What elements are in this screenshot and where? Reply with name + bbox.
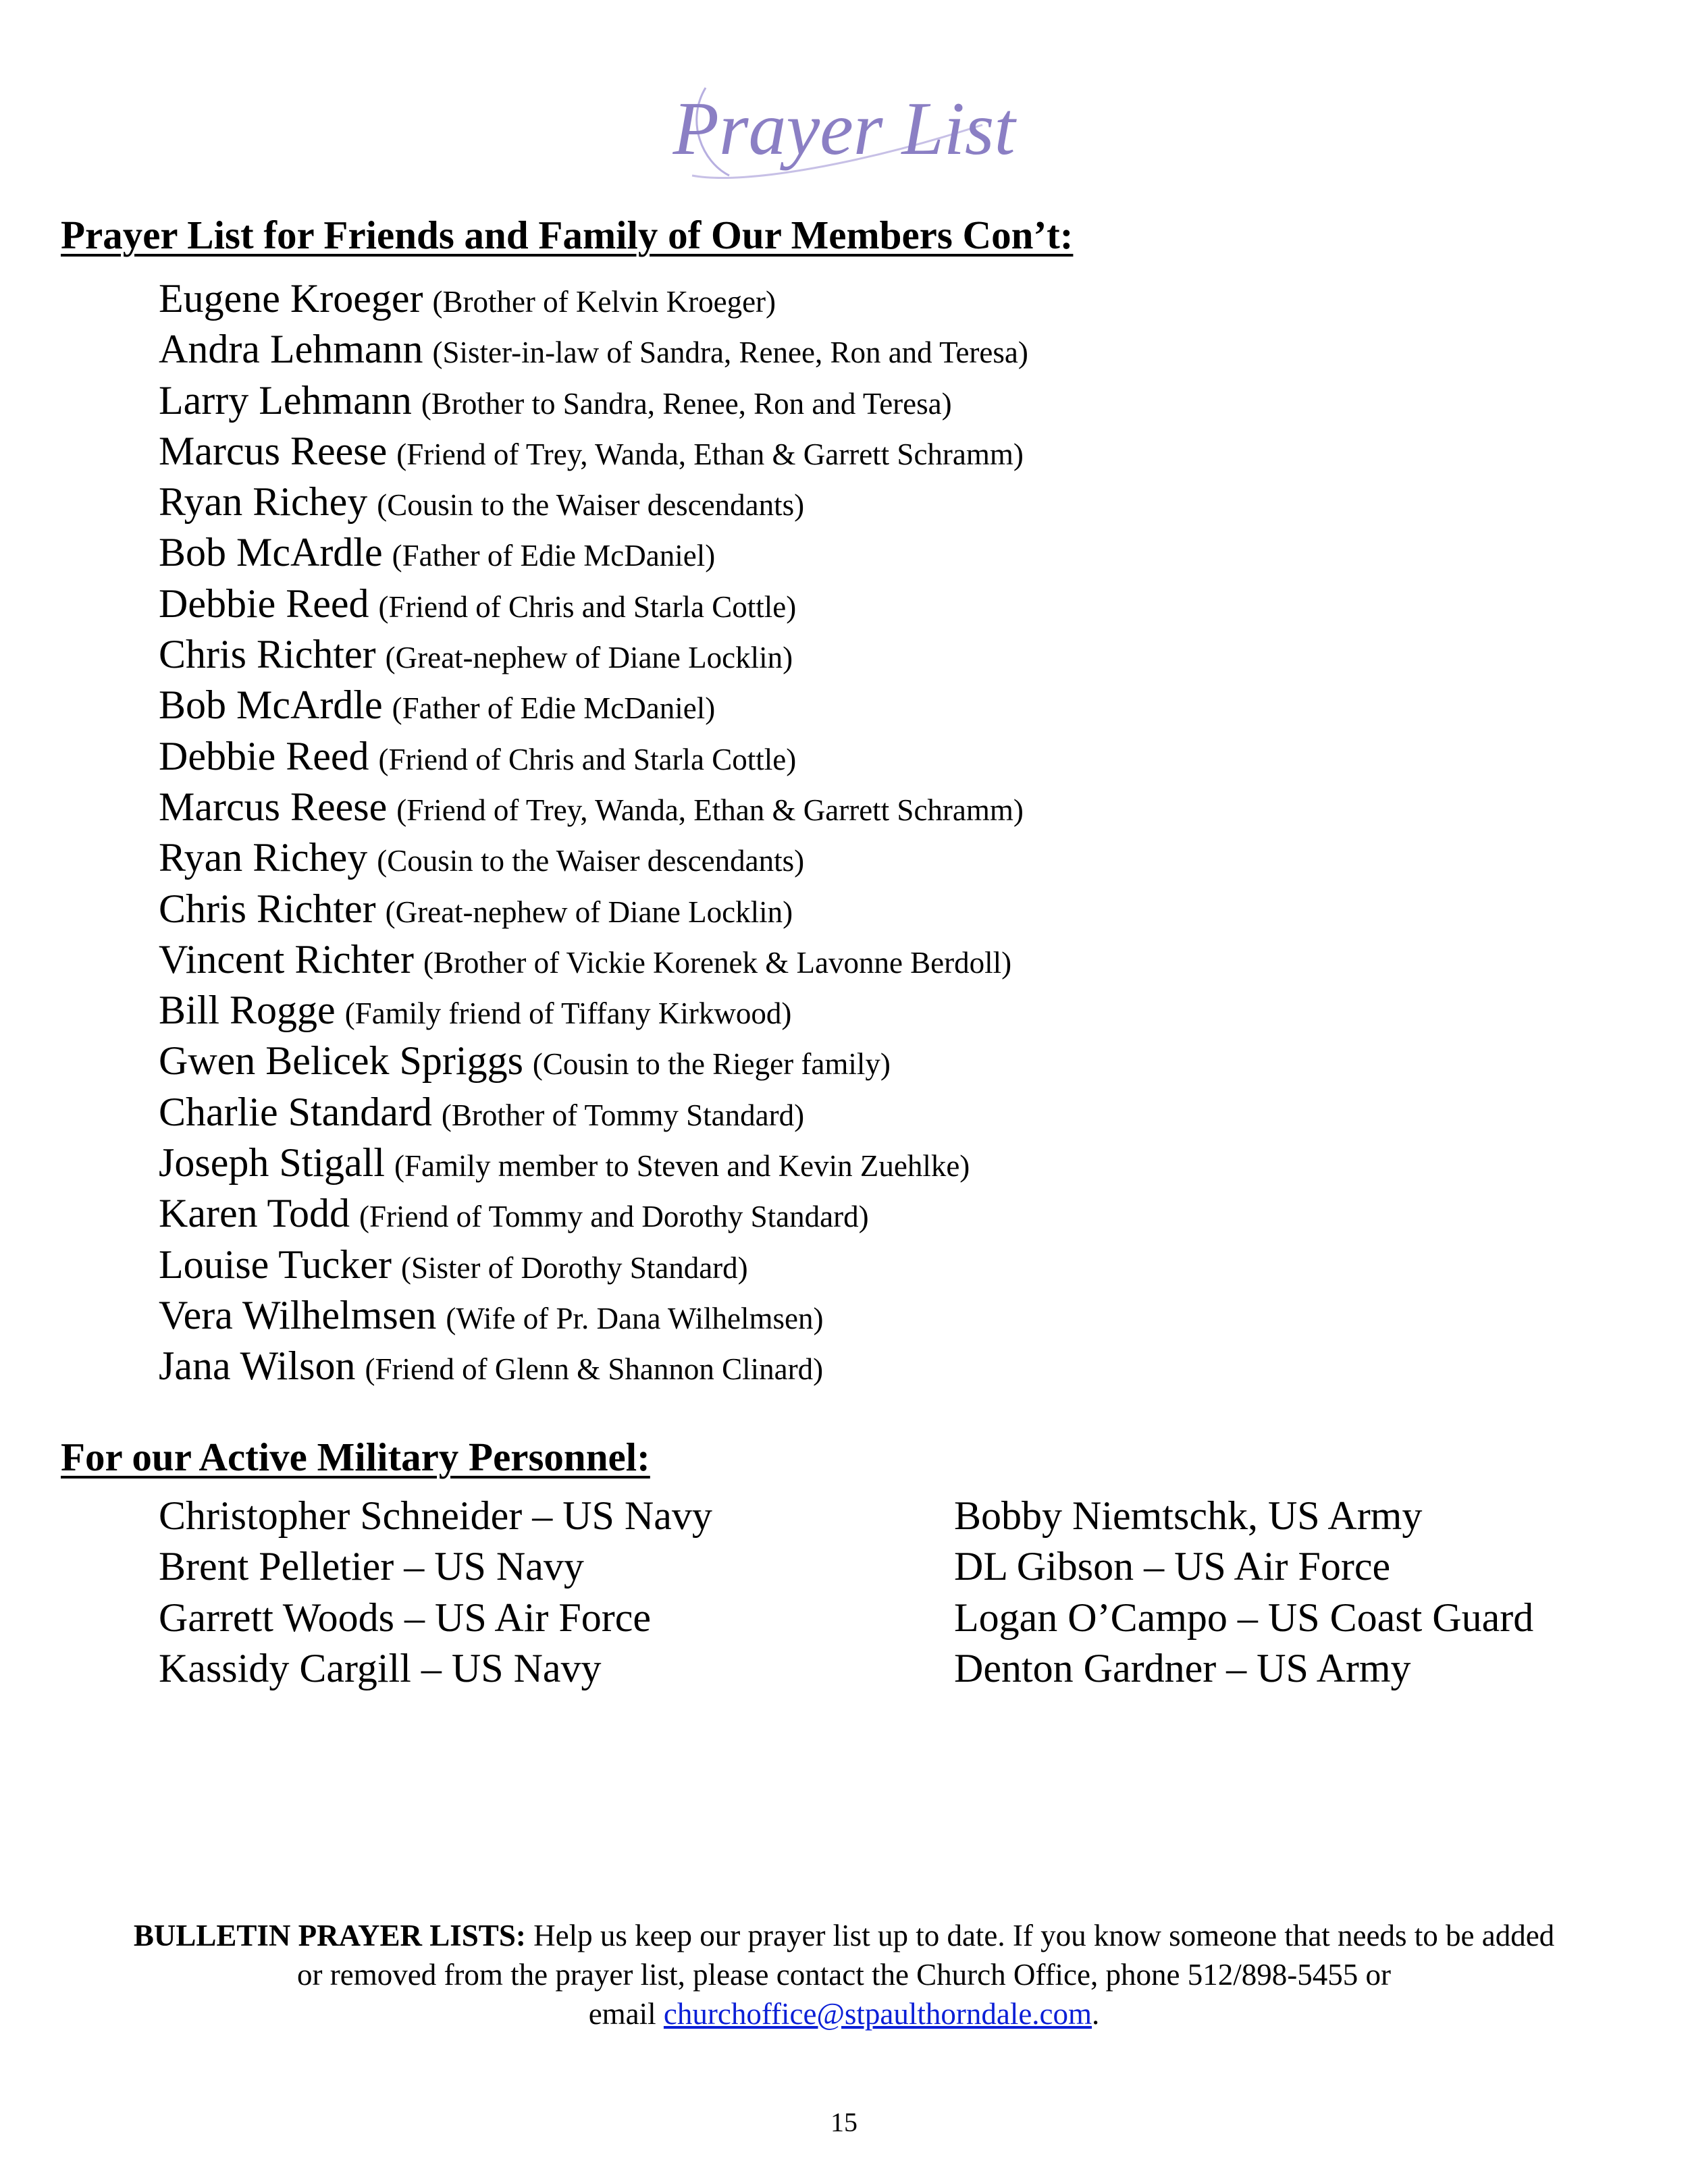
person-relation: (Friend of Glenn & Shannon Clinard) [365, 1352, 824, 1387]
prayer-list-logo [665, 61, 1023, 203]
person-name: Vera Wilhelmsen [159, 1292, 437, 1337]
person-name: Charlie Standard [159, 1089, 432, 1134]
person-name: Louise Tucker [159, 1242, 392, 1287]
person-name: Vincent Richter [159, 936, 414, 982]
bulletin-line-3 [41, 1994, 1647, 2033]
prayer-list-item [159, 1341, 1028, 1391]
prayer-list-item [159, 1290, 1028, 1341]
person-relation: (Friend of Trey, Wanda, Ethan & Garrett Schramm) [396, 437, 1024, 471]
prayer-list-item [159, 1036, 1028, 1086]
prayer-list-item [159, 1188, 1028, 1239]
person-name: Bill Rogge [159, 988, 336, 1033]
military-list-left [159, 1491, 712, 1694]
prayer-list-item [159, 579, 1028, 629]
person-relation: (Brother of Tommy Standard) [441, 1098, 805, 1132]
person-name: Bob McArdle [159, 530, 383, 575]
prayer-list-item [159, 782, 1028, 832]
person-name: Andra Lehmann [159, 327, 423, 372]
person-relation: (Friend of Trey, Wanda, Ethan & Garrett Schramm) [396, 793, 1024, 827]
person-name: Debbie Reed [159, 581, 369, 626]
person-relation: (Sister-in-law of Sandra, Renee, Ron and Teresa) [432, 336, 1028, 370]
person-name: Larry Lehmann [159, 377, 412, 423]
person-name: Karen Todd [159, 1191, 350, 1236]
person-name: Marcus Reese [159, 784, 388, 829]
person-relation: (Sister of Dorothy Standard) [401, 1250, 748, 1285]
prayer-list-item [159, 680, 1028, 730]
prayer-list-item [159, 884, 1028, 934]
person-relation: (Father of Edie McDaniel) [392, 539, 716, 573]
person-relation: (Friend of Tommy and Dorothy Standard) [359, 1200, 869, 1234]
person-relation: (Great-nephew of Diane Locklin) [385, 895, 793, 929]
person-name: Debbie Reed [159, 733, 369, 778]
bulletin-text-1: Help us keep our prayer list up to date. If you know someone that needs to be added [525, 1919, 1555, 1952]
military-person: DL Gibson – US Air Force [954, 1544, 1391, 1589]
person-name: Chris Richter [159, 886, 376, 931]
page-number: 15 [830, 2107, 858, 2137]
person-relation: (Friend of Chris and Starla Cottle) [378, 589, 797, 624]
bulletin-line-2: or removed from the prayer list, please contact the Church Office, phone 512/898-5455 or [297, 1958, 1391, 1992]
military-list-right [954, 1491, 1533, 1694]
person-name: Ryan Richey [159, 835, 368, 880]
friends-family-list [159, 273, 1028, 1392]
prayer-list-item [159, 1240, 1028, 1290]
person-relation: (Friend of Chris and Starla Cottle) [378, 742, 797, 776]
church-office-email-link[interactable]: churchoffice@stpaulthorndale.com [663, 1997, 1092, 2031]
bulletin-note [41, 1916, 1647, 2033]
person-name: Ryan Richey [159, 479, 368, 525]
military-person: Brent Pelletier – US Navy [159, 1544, 584, 1589]
military-person: Christopher Schneider – US Navy [159, 1493, 712, 1538]
military-person: Denton Gardner – US Army [954, 1645, 1411, 1690]
prayer-list-item [159, 527, 1028, 578]
prayer-list-item [159, 985, 1028, 1036]
person-relation: (Brother to Sandra, Renee, Ron and Teresa) [421, 386, 952, 421]
person-name: Joseph Stigall [159, 1140, 386, 1186]
bulletin-line-1 [41, 1916, 1647, 1955]
person-name: Jana Wilson [159, 1343, 356, 1389]
prayer-list-item [159, 934, 1028, 985]
person-name: Gwen Belicek Spriggs [159, 1038, 523, 1084]
military-person: Logan O’Campo – US Coast Guard [954, 1595, 1534, 1640]
person-name: Chris Richter [159, 632, 376, 677]
military-person: Kassidy Cargill – US Navy [159, 1645, 602, 1690]
friends-family-heading: Prayer List for Friends and Family of Our Members Con’t: [61, 213, 1074, 257]
person-relation: (Cousin to the Waiser descendants) [377, 488, 805, 523]
military-person: Bobby Niemtschk, US Army [954, 1493, 1423, 1538]
bulletin-email-suffix: . [1092, 1997, 1100, 2031]
prayer-list-item [159, 426, 1028, 477]
military-person: Garrett Woods – US Air Force [159, 1595, 651, 1640]
prayer-list-item [159, 1138, 1028, 1188]
person-name: Bob McArdle [159, 683, 383, 728]
logo-text: Prayer List [672, 87, 1016, 171]
prayer-list-item [159, 477, 1028, 527]
person-relation: (Wife of Pr. Dana Wilhelmsen) [446, 1301, 824, 1335]
bulletin-lead: BULLETIN PRAYER LISTS: [133, 1919, 526, 1952]
person-relation: (Family member to Steven and Kevin Zuehlke) [394, 1149, 970, 1183]
person-relation: (Father of Edie McDaniel) [392, 691, 716, 726]
person-relation: (Cousin to the Rieger family) [532, 1047, 891, 1082]
prayer-list-item [159, 1087, 1028, 1138]
person-relation: (Cousin to the Waiser descendants) [377, 844, 805, 878]
prayer-list-item [159, 832, 1028, 883]
person-name: Eugene Kroeger [159, 276, 423, 321]
prayer-list-logo-art [665, 61, 1023, 203]
prayer-list-item [159, 731, 1028, 782]
person-relation: (Brother of Kelvin Kroeger) [432, 285, 776, 319]
prayer-list-item [159, 273, 1028, 324]
person-relation: (Family friend of Tiffany Kirkwood) [344, 996, 792, 1031]
bulletin-email-prefix: email [588, 1997, 664, 2031]
prayer-list-item [159, 324, 1028, 375]
person-relation: (Great-nephew of Diane Locklin) [385, 641, 793, 675]
prayer-list-item [159, 629, 1028, 680]
military-heading: For our Active Military Personnel: [61, 1435, 650, 1479]
person-name: Marcus Reese [159, 428, 388, 473]
person-relation: (Brother of Vickie Korenek & Lavonne Berdoll) [423, 945, 1012, 980]
prayer-list-item [159, 375, 1028, 426]
